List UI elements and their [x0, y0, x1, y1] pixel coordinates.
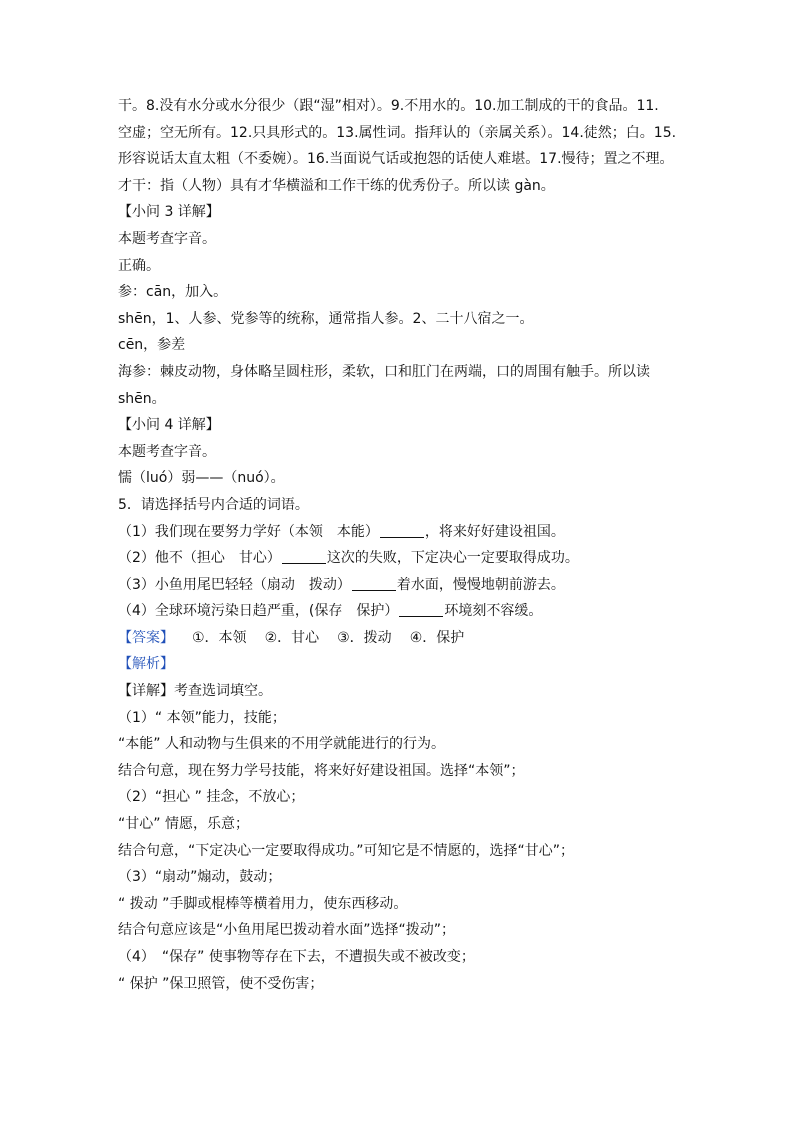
text-line: 空虚；空无所有。12.只具形式的。13.属性词。指拜认的（亲属关系）。14.徒然；白。15.: [118, 124, 677, 141]
answer-item: ③．拨动: [337, 629, 392, 646]
question-text: （1）我们现在要努力学好（本领 本能）: [118, 523, 379, 540]
text-line: 结合句意，现在努力学号技能，将来好好建设祖国。选择“本领”；: [118, 762, 525, 779]
question-item: [118, 545, 678, 572]
answer-blank: [352, 576, 396, 591]
text-line: shēn。: [118, 390, 166, 407]
text-line: 结合句意应该是“小鱼用尾巴拨动着水面”选择“拨动”；: [118, 922, 456, 939]
question-item: [118, 598, 678, 625]
text-line: （4） “保存” 使事物等存在下去，不遭损失或不被改变；: [118, 949, 475, 965]
answer-line: [118, 625, 678, 652]
document-body: [118, 93, 678, 997]
question-text: （2）他不（担心 甘心）: [118, 550, 281, 567]
text-line: （2）“担心 ” 挂念，不放心；: [118, 789, 305, 806]
analysis-tag: 【解析】: [118, 656, 174, 673]
question-item: [118, 572, 678, 599]
text-line: 参：cān，加入。: [118, 284, 228, 301]
question-text: 这次的失败，下定决心一定要取得成功。: [326, 550, 579, 567]
text-line: “甘心” 情愿，乐意；: [118, 816, 249, 833]
text-line: 本题考查字音。: [118, 230, 216, 247]
detail-text: 考查选词填空。: [174, 683, 272, 700]
text-line: “ 保护 ”保卫照管，使不受伤害；: [118, 975, 324, 992]
answer-item: ④．保护: [409, 629, 465, 646]
detail-line: [118, 678, 678, 705]
answer-item: ②．甘心: [264, 629, 320, 646]
text-line: （1）“ 本领”能力，技能；: [118, 709, 286, 726]
text-line: “ 拨动 ”手脚或棍棒等横着用力，使东西移动。: [118, 895, 408, 912]
text-line: 干。8.没有水分或水分很少（跟“湿”相对）。9.不用水的。10.加工制成的干的食品。11.: [118, 98, 659, 114]
text-line: 海参：棘皮动物，身体略呈圆柱形，柔软，口和肛门在两端，口的周围有触手。所以读: [118, 363, 650, 380]
answer-blank: [380, 523, 424, 538]
answer-blank: [399, 602, 443, 617]
question-text: ，将来好好建设祖国。: [424, 523, 565, 540]
question-text: （4）全球环境污染日趋严重，(保存 保护）: [118, 603, 399, 620]
text-line: shēn，1、人参、党参等的统称，通常指人参。2、二十八宿之一。: [118, 310, 534, 327]
section-heading: 【小问 4 详解】: [118, 417, 220, 434]
text-line: 懦（luó）弱——（nuó）。: [118, 470, 285, 487]
text-line: 本题考查字音。: [118, 443, 216, 460]
question-text: 着水面，慢慢地朝前游去。: [396, 576, 565, 593]
question-text: （3）小鱼用尾巴轻轻（扇动 拨动）: [118, 576, 351, 593]
text-line: cēn，参差: [118, 337, 186, 354]
text-line: 才干：指（人物）具有才华横溢和工作干练的优秀份子。所以读 gàn。: [118, 177, 555, 194]
question-item: [118, 519, 678, 546]
text-line: （3）“扇动”煽动，鼓动；: [118, 869, 282, 886]
text-line: 形容说话太直太粗（不委婉）。16.当面说气话或抱怨的话使人难堪。17.慢待；置之不理。: [118, 151, 674, 168]
text-line: 结合句意，“下定决心一定要取得成功。”可知它是不情愿的，选择“甘心”；: [118, 842, 575, 859]
detail-tag: 【详解】: [118, 683, 174, 700]
answer-blank: [282, 549, 326, 564]
text-line: “本能” 人和动物与生俱来的不用学就能进行的行为。: [118, 736, 445, 753]
answer-tag: 【答案】: [118, 629, 174, 646]
answer-item: ①．本领: [192, 629, 247, 646]
question-title: 5．请选择括号内合适的词语。: [118, 496, 309, 513]
analysis-line: [118, 651, 678, 678]
question-text: 环境刻不容缓。: [444, 603, 543, 620]
section-heading: 【小问 3 详解】: [118, 204, 220, 221]
text-line: 正确。: [118, 257, 160, 274]
